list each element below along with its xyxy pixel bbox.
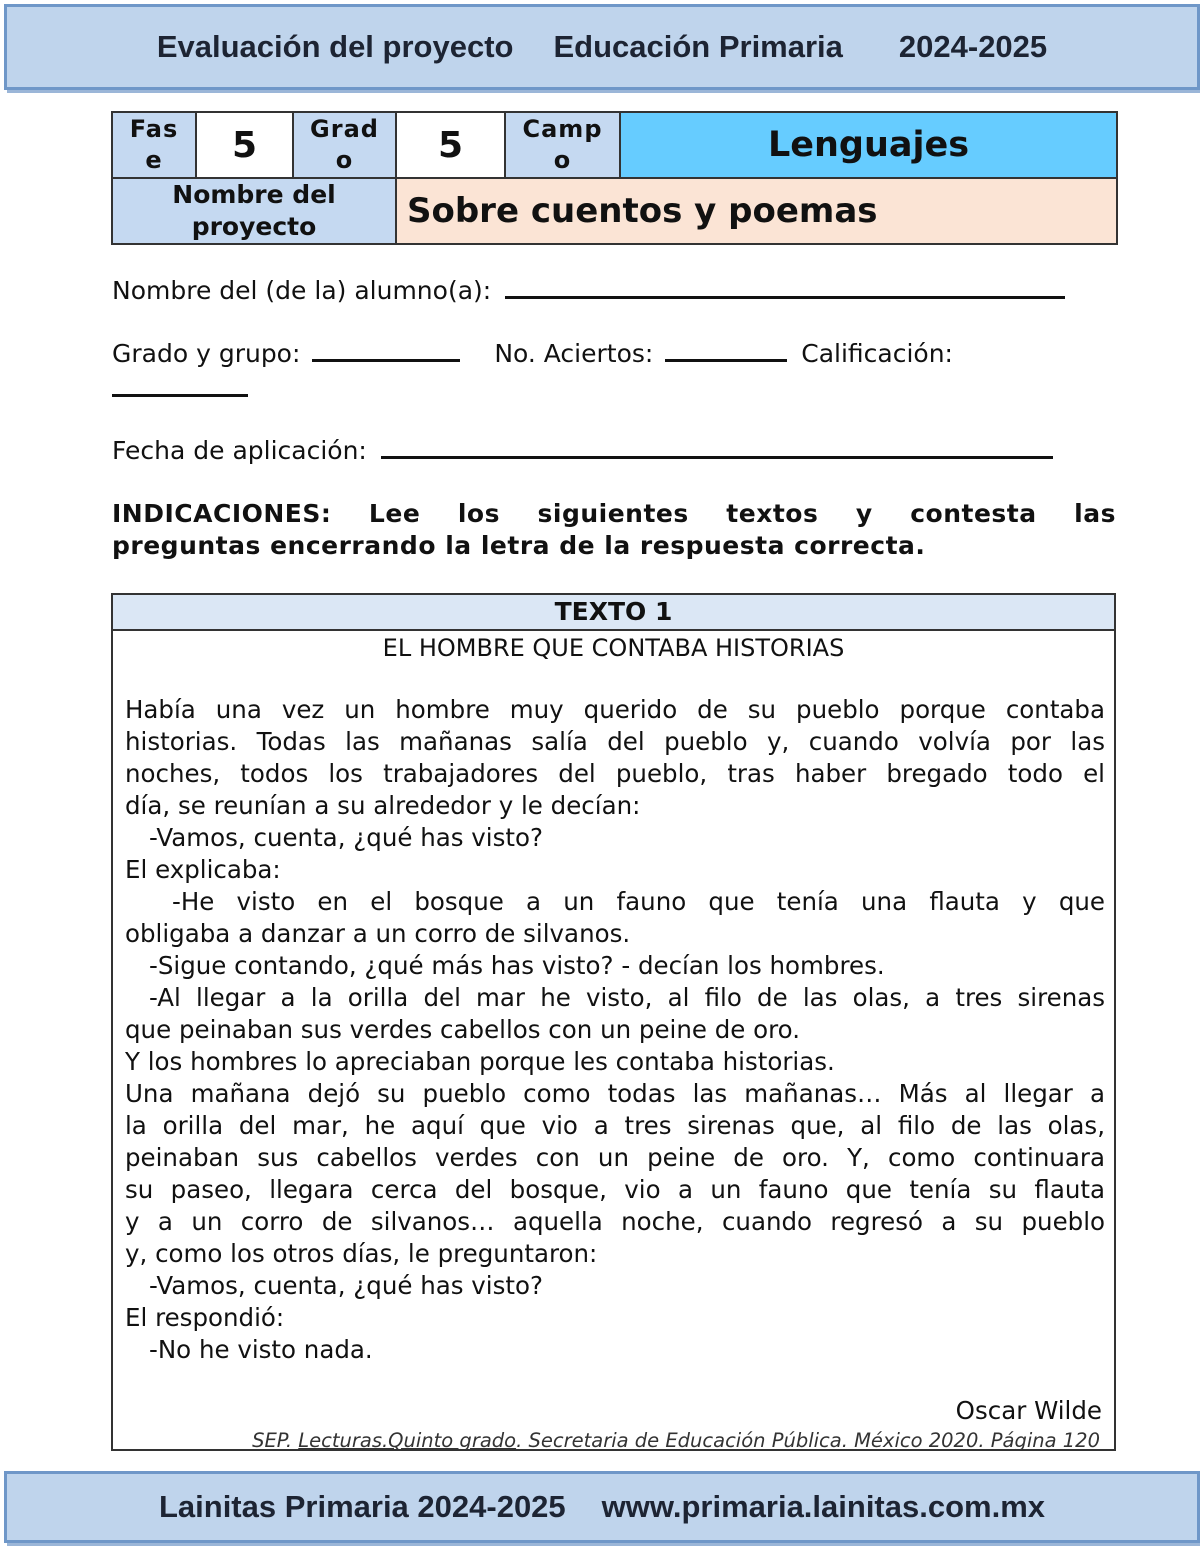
fecha-blank[interactable] <box>381 440 1053 459</box>
grado-label: Grado <box>293 112 396 178</box>
source-rest: . Secretaria de Educación Pública. México 2020. Página 120 <box>516 1429 1100 1452</box>
story-line: -Vamos, cuenta, ¿qué has visto? <box>149 1271 543 1300</box>
calificacion-row <box>112 374 248 403</box>
story-line: historias. Todas las mañanas salía del pueblo y, cuando volvía por las <box>125 727 1105 756</box>
story-line: El respondió: <box>125 1303 285 1332</box>
fecha-row <box>112 436 1053 465</box>
fase-label: Fase <box>112 112 196 178</box>
story-line: -Al llegar a la orilla del mar he visto, al filo de las olas, a tres sirenas <box>149 983 1105 1012</box>
campo-label: Campo <box>505 112 620 178</box>
story-line: Y los hombres lo apreciaban porque les contaba historias. <box>125 1047 835 1076</box>
fecha-label: Fecha de aplicación: <box>112 436 367 465</box>
calificacion-label: Calificación: <box>801 339 953 368</box>
story-line: y, como los otros días, le preguntaron: <box>125 1239 598 1268</box>
group-row <box>112 339 953 368</box>
story-line: peinaban sus cabellos verdes con un peine de oro. Y, como continuara <box>125 1143 1105 1172</box>
project-label: Nombre del proyecto <box>112 178 396 244</box>
story-line: su paseo, llegara cerca del bosque, vio a un fauno que tenía su flauta <box>125 1175 1105 1204</box>
campo-value: Lenguajes <box>620 112 1117 178</box>
student-name-row <box>112 276 1065 305</box>
header-year: 2024-2025 <box>898 29 1048 64</box>
instructions-line-1: INDICACIONES: Lee los siguientes textos y contesta las <box>112 499 1116 528</box>
text-1-label: TEXTO 1 <box>113 595 1114 631</box>
student-name-label: Nombre del (de la) alumno(a): <box>112 276 492 305</box>
author: Oscar Wilde <box>955 1396 1102 1425</box>
project-name: Sobre cuentos y poemas <box>396 178 1117 244</box>
info-table <box>111 111 1118 245</box>
story-line: El explicaba: <box>125 855 281 884</box>
aciertos-blank[interactable] <box>665 343 787 362</box>
story-line: noches, todos los trabajadores del pueblo, tras haber bregado todo el <box>125 759 1105 788</box>
story-line: -He visto en el bosque a un fauno que tenía una flauta y que <box>172 887 1105 916</box>
story-line: -No he visto nada. <box>149 1335 373 1364</box>
story-line: día, se reunían a su alrededor y le decían: <box>125 791 641 820</box>
footer-left: Lainitas Primaria 2024-2025 <box>158 1489 566 1524</box>
group-blank[interactable] <box>312 343 460 362</box>
story-body <box>125 694 1105 1366</box>
story-line: la orilla del mar, he aquí que vio a tres sirenas que, al filo de las olas, <box>125 1111 1105 1140</box>
source-prefix: SEP. <box>252 1429 293 1452</box>
aciertos-label: No. Aciertos: <box>494 339 654 368</box>
story-line: -Sigue contando, ¿qué más has visto? - decían los hombres. <box>149 951 885 980</box>
source-citation <box>252 1429 1100 1452</box>
header-level: Educación Primaria <box>553 29 843 64</box>
fase-value: 5 <box>196 112 293 178</box>
text-1-box <box>111 593 1116 1451</box>
header-title: Evaluación del proyecto <box>156 29 514 64</box>
group-label: Grado y grupo: <box>112 339 301 368</box>
source-book: Lecturas.Quinto grado <box>298 1429 517 1452</box>
story-line: Había una vez un hombre muy querido de su pueblo porque contaba <box>125 695 1105 724</box>
story-line: obligaba a danzar a un corro de silvanos. <box>125 919 631 948</box>
calificacion-blank[interactable] <box>112 378 248 397</box>
instructions-line-2: preguntas encerrando la letra de la respuesta correcta. <box>112 531 926 560</box>
footer-url[interactable]: www.primaria.lainitas.com.mx <box>601 1489 1046 1524</box>
story-line: Una mañana dejó su pueblo como todas las mañanas… Más al llegar a <box>125 1079 1105 1108</box>
footer-banner <box>4 1471 1200 1543</box>
story-line: -Vamos, cuenta, ¿qué has visto? <box>149 823 543 852</box>
story-line: y a un corro de silvanos… aquella noche, cuando regresó a su pueblo <box>125 1207 1105 1236</box>
instructions <box>112 498 1116 562</box>
student-name-blank[interactable] <box>505 280 1065 299</box>
grado-value: 5 <box>396 112 505 178</box>
story-line: que peinaban sus verdes cabellos con un peine de oro. <box>125 1015 801 1044</box>
header-banner <box>4 4 1200 90</box>
text-1-title: EL HOMBRE QUE CONTABA HISTORIAS <box>382 634 845 662</box>
